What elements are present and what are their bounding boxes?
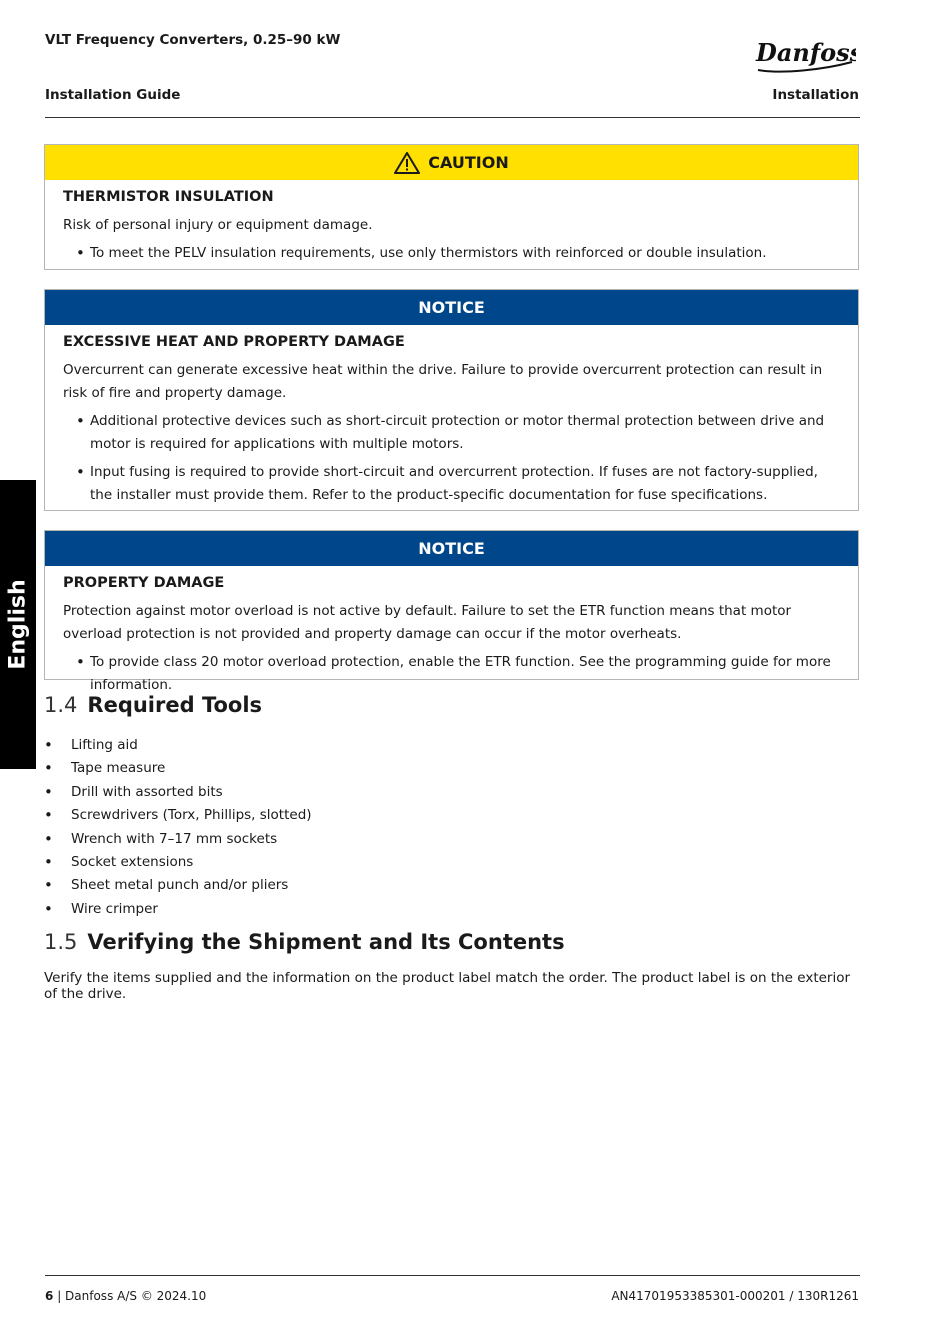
notice-bullet: • Additional protective devices such as short-circuit protection or motor thermal protection between drive and motor is required for applications with multiple motors. — [90, 410, 840, 456]
language-tab — [0, 480, 36, 769]
notice-text: Overcurrent can generate excessive heat within the drive. Failure to provide overcurrent protection can result in risk of fire and property damage. — [63, 362, 823, 401]
footer-left — [45, 1289, 206, 1303]
list-item: • Sheet metal punch and/or pliers — [44, 874, 312, 897]
notice-box-heat — [44, 289, 859, 511]
svg-text:Danfoss: Danfoss — [756, 38, 856, 67]
danfoss-logo — [752, 34, 856, 76]
section-heading-tools — [44, 693, 262, 717]
document-type: Installation Guide — [45, 87, 181, 103]
caution-subtitle: THERMISTOR INSULATION — [63, 189, 274, 205]
notice-subtitle: PROPERTY DAMAGE — [63, 575, 225, 591]
notice-label: NOTICE — [418, 298, 485, 317]
warning-triangle-icon — [394, 152, 420, 174]
notice-header — [45, 290, 858, 325]
section-number: 1.5 — [44, 930, 78, 954]
section-number: 1.4 — [44, 693, 78, 717]
language-tab-label: English — [5, 579, 31, 670]
list-item: • Wire crimper — [44, 898, 312, 921]
notice-label: NOTICE — [418, 539, 485, 558]
tools-list — [44, 734, 312, 921]
notice-text: Protection against motor overload is not active by default. Failure to set the ETR function means that motor overload protection is not provided and property damage can occur if the motor overheats. — [63, 603, 792, 642]
notice-bullet: • Input fusing is required to provide short-circuit and overcurrent protection. If fuses are not factory-supplied, the installer must provide them. Refer to the product-specific documentation for fuse specifications. — [90, 461, 840, 507]
section-heading-shipment — [44, 930, 565, 954]
list-item: • Socket extensions — [44, 851, 312, 874]
caution-text: Risk of personal injury or equipment damage. — [63, 217, 373, 233]
caution-header — [45, 145, 858, 180]
shipment-paragraph: Verify the items supplied and the information on the product label match the order. The product label is on the exterior of the drive. — [44, 970, 851, 1002]
list-item: • Wrench with 7–17 mm sockets — [44, 828, 312, 851]
section-title: Required Tools — [87, 693, 263, 717]
list-item: • Drill with assorted bits — [44, 781, 312, 804]
footer-rule — [45, 1275, 860, 1276]
caution-box — [44, 144, 859, 270]
caution-bullets — [63, 242, 840, 265]
notice-subtitle: EXCESSIVE HEAT AND PROPERTY DAMAGE — [63, 334, 405, 350]
notice-box-overload — [44, 530, 859, 693]
footer-copyright: | Danfoss A/S © 2024.10 — [57, 1289, 207, 1303]
list-item: • Tape measure — [44, 757, 312, 780]
list-item: • Lifting aid — [44, 734, 312, 757]
notice-bullet: • To provide class 20 motor overload protection, enable the ETR function. See the programming guide for more information. — [90, 651, 840, 697]
caution-bullet: • To meet the PELV insulation requirements, use only thermistors with reinforced or double insulation. — [90, 242, 840, 265]
section-name: Installation — [772, 87, 859, 103]
header-rule — [45, 117, 860, 118]
document-title: VLT Frequency Converters, 0.25–90 kW — [45, 32, 341, 48]
footer-doc-number: AN41701953385301-000201 / 130R1261 — [611, 1289, 859, 1303]
notice-bullets — [63, 651, 840, 697]
notice-header — [45, 531, 858, 566]
caution-label: CAUTION — [428, 153, 509, 172]
section-title: Verifying the Shipment and Its Contents — [87, 930, 565, 954]
page-number: 6 — [45, 1289, 54, 1303]
notice-bullets — [63, 410, 840, 507]
list-item: • Screwdrivers (Torx, Phillips, slotted) — [44, 804, 312, 827]
